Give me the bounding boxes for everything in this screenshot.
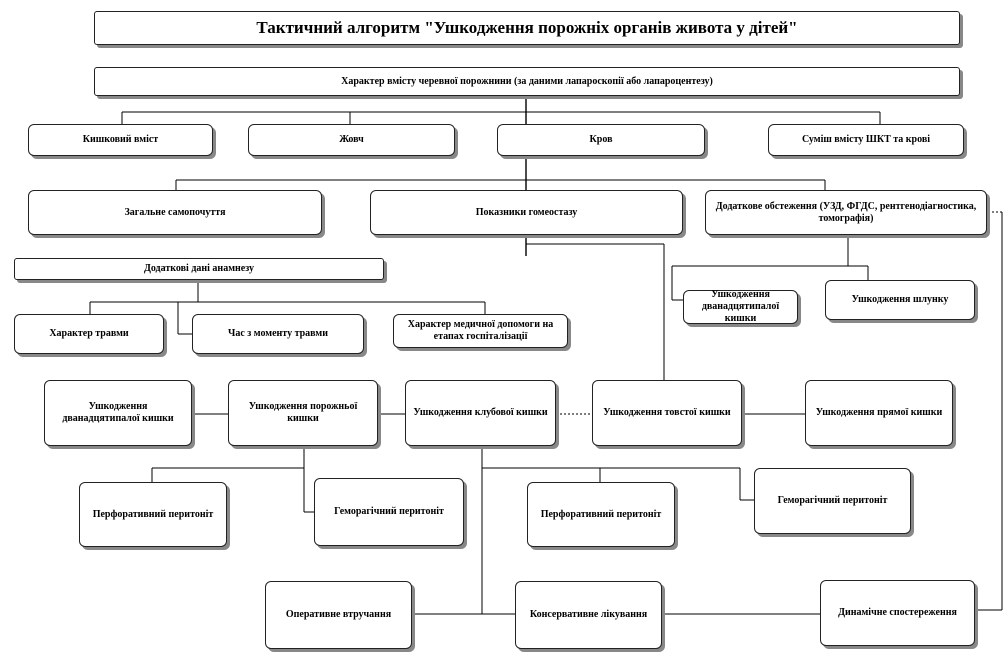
conservative-treatment-box: Консервативне лікування <box>515 581 662 649</box>
ileum-injury-box: Ушкодження клубової кишки <box>405 380 556 446</box>
perforative-peritonitis-2: Перфоративний перитоніт <box>527 482 675 547</box>
general-condition-box: Загальне самопочуття <box>28 190 322 235</box>
hemorrhagic-peritonitis-1: Геморагічний перитоніт <box>314 478 464 546</box>
mixed-content-box: Суміш вмісту ШКТ та крові <box>768 124 964 156</box>
page-title: Тактичний алгоритм "Ушкодження порожніх органів живота у дітей" <box>94 11 960 45</box>
perforative-peritonitis-1: Перфоративний перитоніт <box>79 482 227 547</box>
abdominal-content-header: Характер вмісту черевної порожнини (за даними лапароскопії або лапароцентезу) <box>94 67 960 96</box>
anamnesis-header: Додаткові дані анамнезу <box>14 258 384 280</box>
dynamic-observation-box: Динамічне спостереження <box>820 580 975 646</box>
exam-stomach-box: Ушкодження шлунку <box>825 280 975 320</box>
intestinal-content-box: Кишковий вміст <box>28 124 213 156</box>
rectum-injury-box: Ушкодження прямої кишки <box>805 380 953 446</box>
hemorrhagic-peritonitis-2: Геморагічний перитоніт <box>754 468 911 534</box>
operative-treatment-box: Оперативне втручання <box>265 581 412 649</box>
prehospital-care-box: Характер медичної допомоги на етапах госпіталізації <box>393 314 568 348</box>
blood-box: Кров <box>497 124 705 156</box>
colon-injury-box: Ушкодження товстої кишки <box>592 380 742 446</box>
additional-exam-box: Додаткове обстеження (УЗД, ФГДС, рентгенодіагностика, томографія) <box>705 190 987 235</box>
exam-duodenum-box: Ушкодження дванадцятипалої кишки <box>683 290 798 324</box>
duodenum-injury-box: Ушкодження дванадцятипалої кишки <box>44 380 192 446</box>
bile-box: Жовч <box>248 124 455 156</box>
homeostasis-box: Показники гомеостазу <box>370 190 683 235</box>
time-since-trauma-box: Час з моменту травми <box>192 314 364 354</box>
trauma-type-box: Характер травми <box>14 314 164 354</box>
jejunum-injury-box: Ушкодження порожньої кишки <box>228 380 378 446</box>
